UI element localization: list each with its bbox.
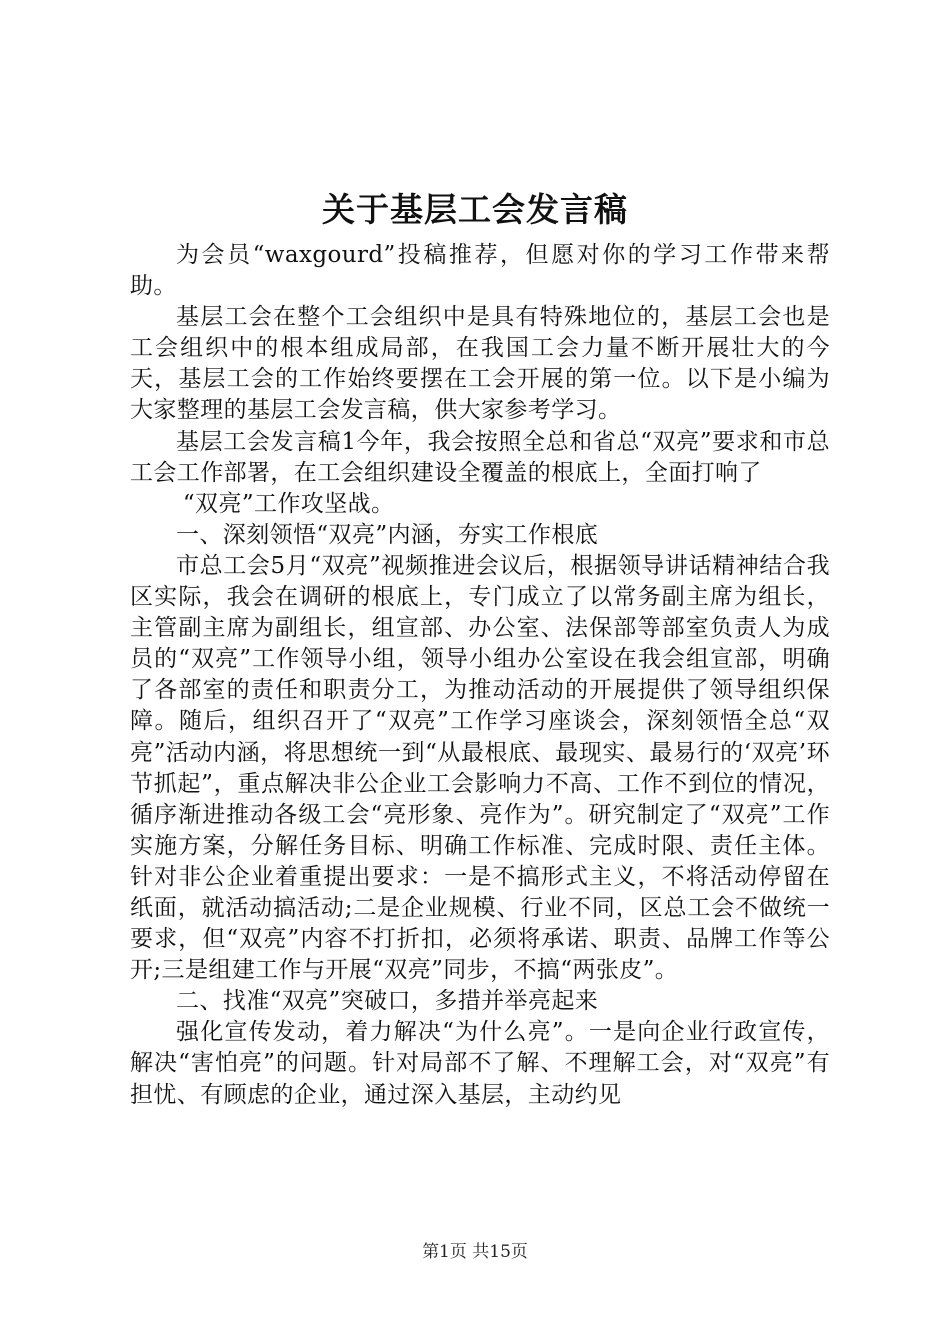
paragraph-section-two-body: 强化宣传发动，着力解决“为什么亮”。一是向企业行政宣传，解决“害怕亮”的问题。针对局部不了解、不理解工会，对“双亮”有担忧、有顾虑的企业，通过深入基层，主动约见 [130,1019,830,1108]
paragraph-speech-continuation: “双亮”工作攻坚战。 [182,490,395,517]
document-body [130,240,830,1111]
paragraph-speech-opening: 基层工会发言稿1今年，我会按照全总和省总“双亮”要求和市总工会工作部署，在工会组织建设全覆盖的根底上，全面打响了 [130,428,830,486]
paragraph-intro: 为会员“waxgourd”投稿推荐，但愿对你的学习工作带来帮助。 [130,242,830,300]
section-heading-one: 一、深刻领悟“双亮”内涵，夯实工作根底 [176,521,599,548]
document-title: 关于基层工会发言稿 [322,190,628,229]
page-number-footer: 第1页 共15页 [422,1242,528,1262]
section-heading-two: 二、找准“双亮”突破口，多措并举亮起来 [176,988,599,1015]
paragraph-summary: 基层工会在整个工会组织中是具有特殊地位的，基层工会也是工会组织中的根本组成局部，在我国工会力量不断开展壮大的今天，基层工会的工作始终要摆在工会开展的第一位。以下是小编为大家整理的基层工会发言稿，供大家参考学习。 [130,304,830,424]
paragraph-section-one-body: 市总工会5月“双亮”视频推进会议后，根据领导讲话精神结合我区实际，我会在调研的根底上，专门成立了以常务副主席为组长，主管副主席为副组长，组宣部、办公室、法保部等部室负责人为成员的“双亮”工作领导小组，领导小组办公室设在我会组宣部，明确了各部室的责任和职责分工，为推动活动的开展提供了领导组织保障。随后，组织召开了“双亮”工作学习座谈会，深刻领悟全总“双亮”活动内涵，将思想统一到“从最根底、最现实、最易行的‘双亮’环节抓起”，重点解决非公企业工会影响力不高、工作不到位的情况，循序渐进推动各级工会“亮形象、亮作为”。研究制定了“双亮”工作实施方案，分解任务目标、明确工作标准、完成时限、责任主体。针对非公企业着重提出要求：一是不搞形式主义，不将活动停留在纸面，就活动搞活动;二是企业规模、行业不同，区总工会不做统一要求，但“双亮”内容不打折扣，必须将承诺、职责、品牌工作等公开;三是组建工作与开展“双亮”同步，不搞“两张皮”。 [130,552,830,984]
